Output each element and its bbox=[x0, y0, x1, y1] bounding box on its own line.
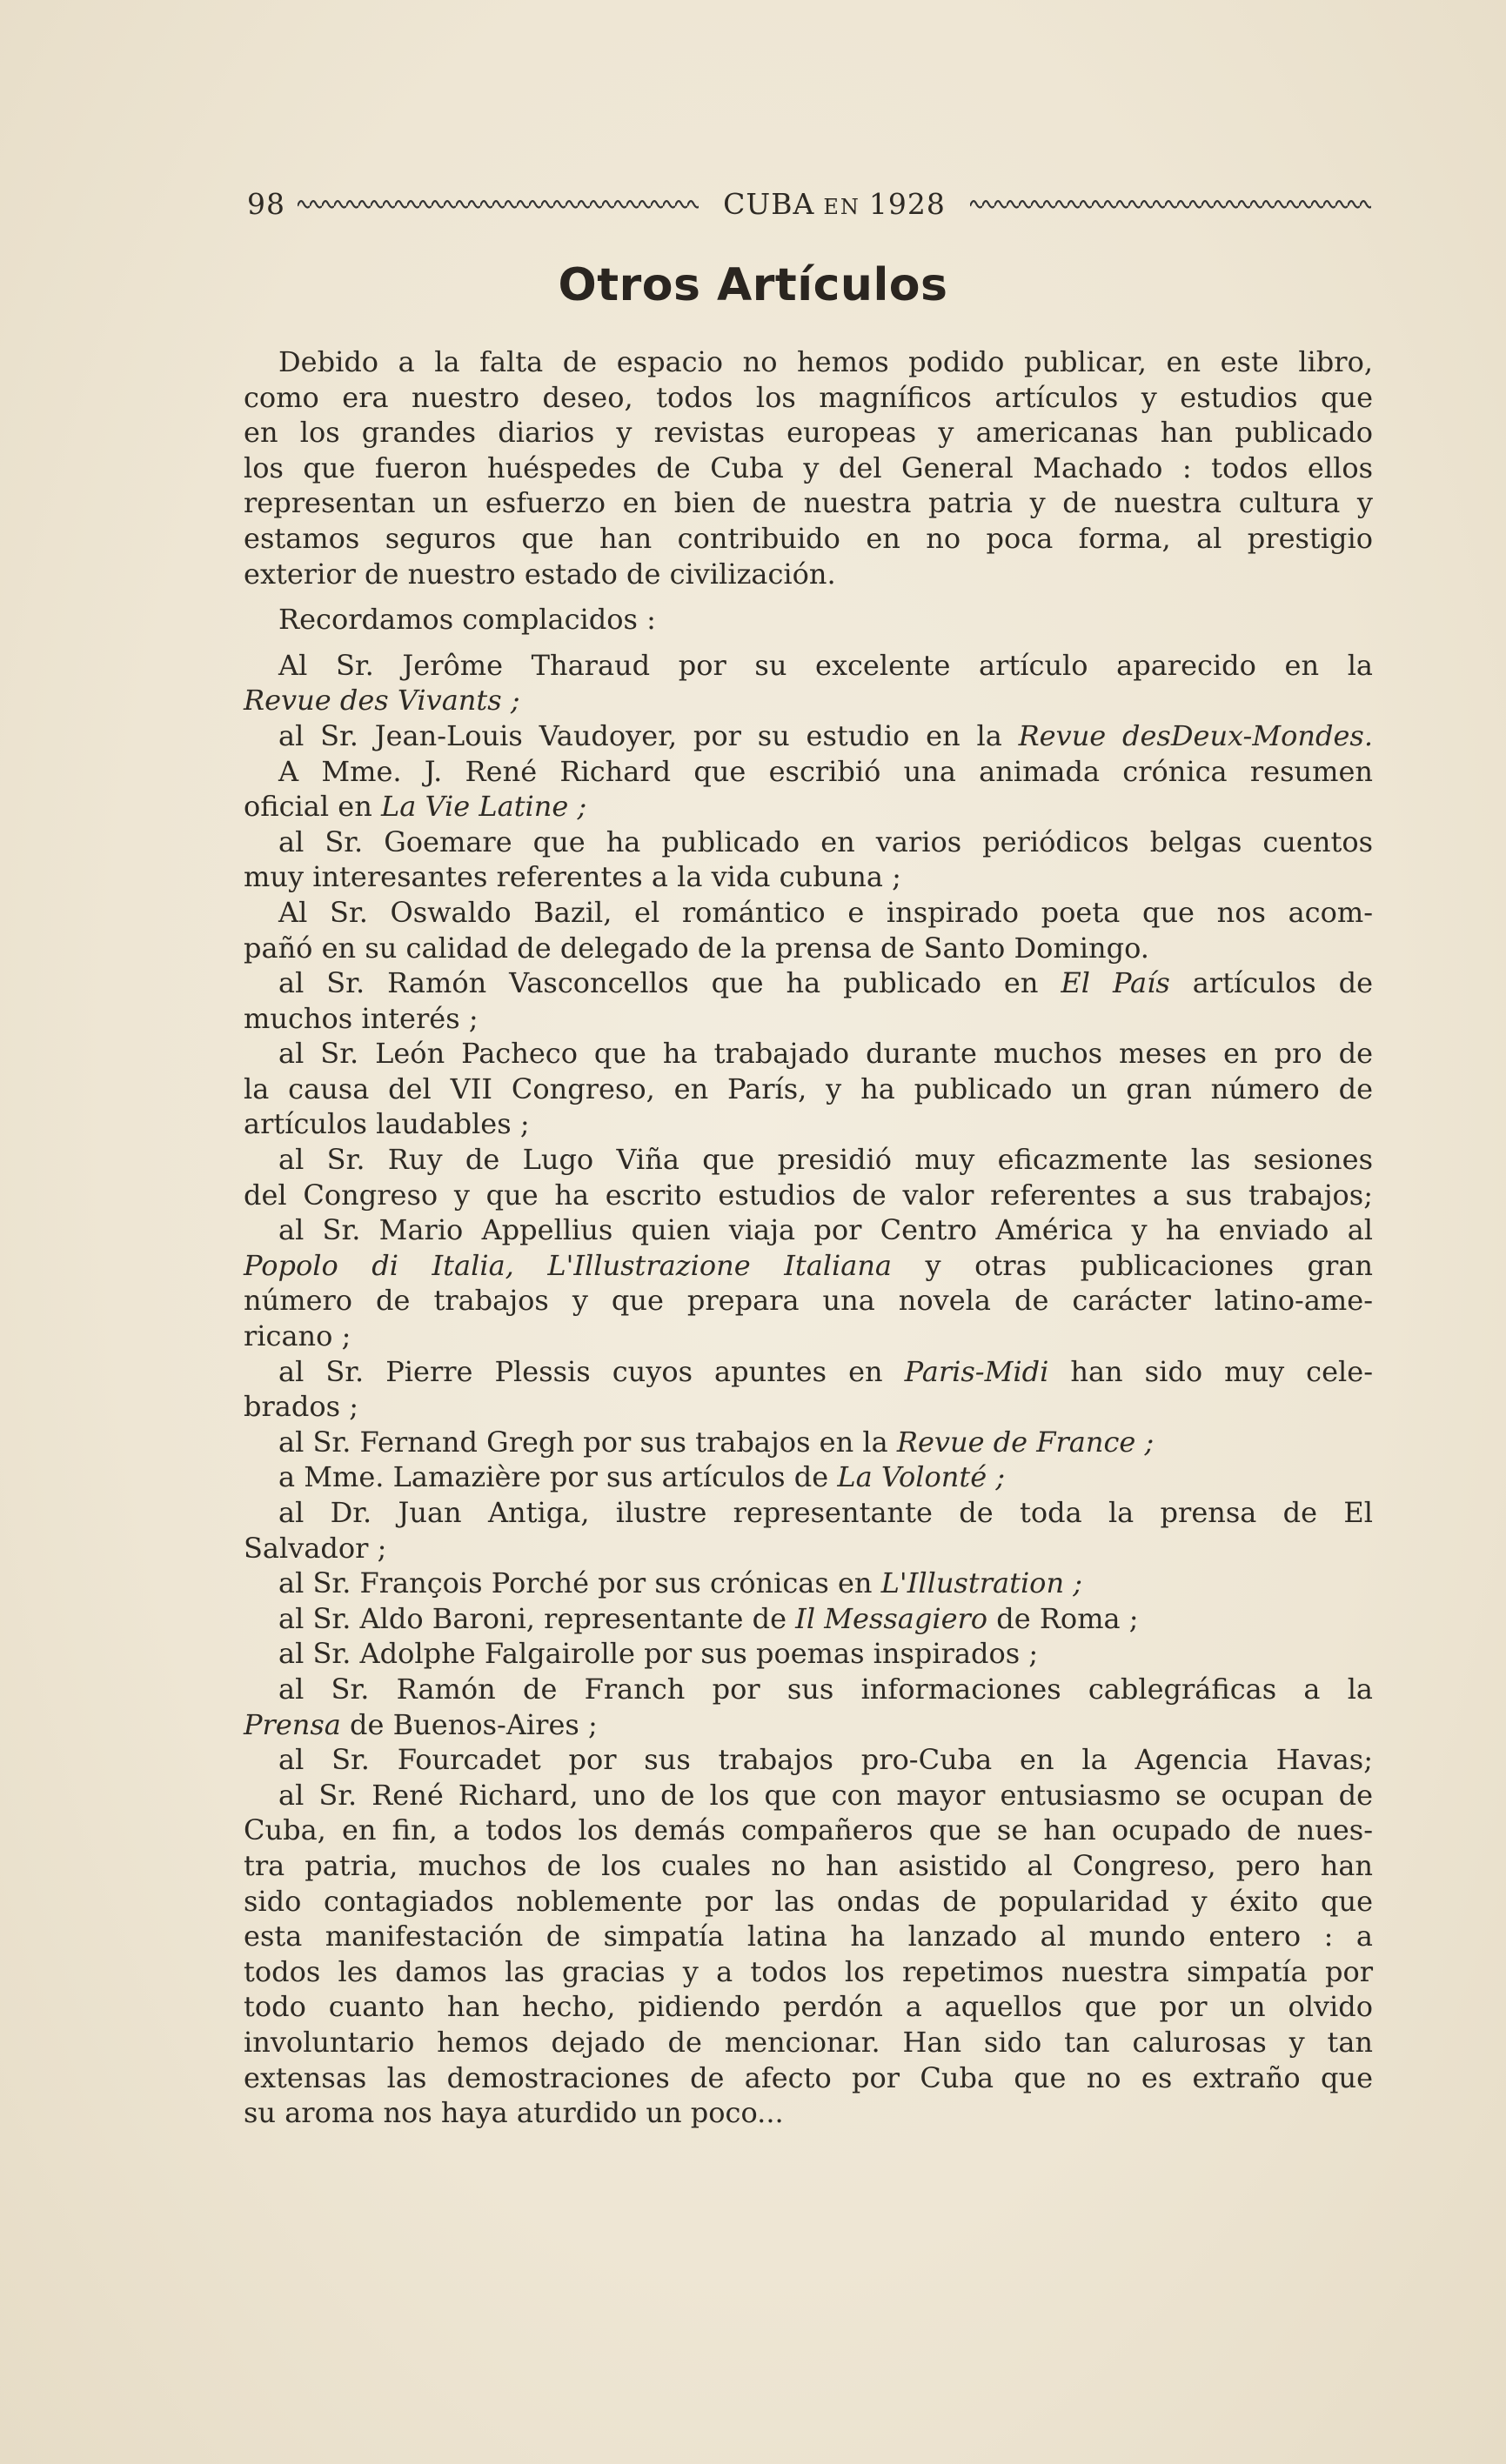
text-line: representan un esfuerzo en bien de nuestra patria y de nuestra cultura y bbox=[244, 486, 1373, 520]
italic-title: El País bbox=[1061, 966, 1170, 1000]
text-line: esta manifestación de simpatía latina ha lanzado al mundo entero : a bbox=[244, 1920, 1373, 1953]
running-title-main: CUBA bbox=[723, 186, 815, 221]
text-line: Al Sr. Oswaldo Bazil, el romántico e inspirado poeta que nos acom- bbox=[278, 895, 1373, 929]
running-title-small: EN bbox=[823, 194, 860, 219]
text-line: al Dr. Juan Antiga, ilustre representante de toda la prensa de El bbox=[278, 1496, 1373, 1529]
text-line: muy interesantes referentes a la vida cubuna ; bbox=[244, 860, 901, 894]
decorative-wave-rule-right bbox=[970, 195, 1371, 212]
text-line: al Sr. François Porché por sus crónicas en L'Illustration ; bbox=[278, 1566, 1082, 1600]
italic-title: La Volonté ; bbox=[837, 1460, 1006, 1494]
text-line: todos les damos las gracias y a todos los repetimos nuestra simpatía por bbox=[244, 1954, 1373, 1988]
text-line: como era nuestro deseo, todos los magníficos artículos y estudios que bbox=[244, 380, 1373, 414]
text-line: muchos interés ; bbox=[244, 1001, 479, 1035]
text-line: sido contagiados noblemente por las ondas de popularidad y éxito que bbox=[244, 1884, 1373, 1918]
text-line: al Sr. Goemare que ha publicado en varios periódicos belgas cuentos bbox=[278, 825, 1373, 858]
paragraph-gap bbox=[244, 638, 1373, 648]
text-line: al Sr. Ramón Vasconcellos que ha publicado en El País artículos de bbox=[278, 966, 1374, 1000]
text-line: al Sr. Mario Appellius quien viaja por Centro América y ha enviado al bbox=[278, 1213, 1373, 1247]
paragraph-gap bbox=[244, 591, 1373, 602]
text-line: extensas las demostraciones de afecto por Cuba que no es extraño que bbox=[244, 2060, 1373, 2094]
article-body bbox=[244, 344, 1373, 2131]
text-line: a Mme. Lamazière por sus artículos de La Volonté ; bbox=[278, 1460, 1006, 1494]
text-line: Salvador ; bbox=[244, 1531, 387, 1565]
text-line: la causa del VII Congreso, en París, y ha publicado un gran número de bbox=[244, 1072, 1373, 1105]
decorative-wave-rule-left bbox=[298, 195, 699, 212]
text-line: al Sr. Fernand Gregh por sus trabajos en la Revue de France ; bbox=[278, 1425, 1155, 1459]
text-line: al Sr. Fourcadet por sus trabajos pro-Cuba en la Agencia Havas; bbox=[278, 1743, 1373, 1777]
running-header bbox=[247, 184, 1371, 223]
italic-title: Popolo di Italia, L'Illustrazione Italiana bbox=[244, 1248, 892, 1282]
text-line: involuntario hemos dejado de mencionar. Han sido tan calurosas y tan bbox=[244, 2025, 1373, 2059]
text-line: su aroma nos haya aturdido un poco... bbox=[244, 2096, 784, 2130]
text-line: ricano ; bbox=[244, 1319, 351, 1353]
italic-title: Revue des Vivants ; bbox=[244, 684, 520, 718]
italic-title: La Vie Latine ; bbox=[380, 790, 587, 824]
text-line: Cuba, en fin, a todos los demás compañeros que se han ocupado de nues- bbox=[244, 1813, 1373, 1847]
text-line: exterior de nuestro estado de civilización. bbox=[244, 557, 836, 591]
text-line: Recordamos complacidos : bbox=[278, 603, 656, 637]
text-line: Debido a la falta de espacio no hemos podido publicar, en este libro, bbox=[278, 345, 1373, 378]
text-line: en los grandes diarios y revistas europeas y americanas han publicado bbox=[244, 416, 1373, 450]
text-line: oficial en La Vie Latine ; bbox=[244, 790, 587, 824]
text-line: brados ; bbox=[244, 1390, 358, 1424]
text-line: los que fueron huéspedes de Cuba y del General Machado : todos ellos bbox=[244, 451, 1373, 484]
italic-title: Il Messagiero bbox=[795, 1601, 988, 1635]
text-line: Prensa de Buenos-Aires ; bbox=[244, 1707, 598, 1741]
italic-title: Revue desDeux-Mondes. bbox=[1018, 718, 1374, 752]
text-line: pañó en su calidad de delegado de la prensa de Santo Domingo. bbox=[244, 931, 1149, 965]
text-line: al Sr. Aldo Baroni, representante de Il Messagiero de Roma ; bbox=[278, 1601, 1139, 1635]
running-title-year: 1928 bbox=[868, 186, 946, 221]
text-line: al Sr. Ruy de Lugo Viña que presidió muy eficazmente las sesiones bbox=[278, 1143, 1373, 1177]
text-line: estamos seguros que han contribuido en no poca forma, al prestigio bbox=[244, 521, 1373, 555]
text-line: tra patria, muchos de los cuales no han asistido al Congreso, pero han bbox=[244, 1848, 1373, 1882]
text-line: del Congreso y que ha escrito estudios de valor referentes a sus trabajos; bbox=[244, 1178, 1373, 1212]
italic-title: Revue de France ; bbox=[896, 1425, 1155, 1459]
text-line: Al Sr. Jerôme Tharaud por su excelente artículo aparecido en la bbox=[278, 648, 1373, 682]
text-line: todo cuanto han hecho, pidiendo perdón a aquellos que por un olvido bbox=[244, 1990, 1373, 2024]
italic-title: Prensa bbox=[244, 1707, 341, 1741]
text-line: artículos laudables ; bbox=[244, 1107, 530, 1141]
text-line bbox=[244, 683, 1373, 718]
italic-title: Paris-Midi bbox=[904, 1354, 1049, 1388]
text-line: al Sr. León Pacheco que ha trabajado durante muchos meses en pro de bbox=[278, 1037, 1373, 1071]
page-number: 98 bbox=[247, 186, 285, 221]
text-line: número de trabajos y que prepara una novela de carácter latino-ame- bbox=[244, 1284, 1373, 1318]
text-line: Popolo di Italia, L'Illustrazione Italiana y otras publicaciones gran bbox=[244, 1248, 1373, 1282]
text-line: al Sr. René Richard, uno de los que con mayor entusiasmo se ocupan de bbox=[278, 1778, 1373, 1812]
text-line: al Sr. Adolphe Falgairolle por sus poemas inspirados ; bbox=[278, 1637, 1039, 1671]
text-line: al Sr. Pierre Plessis cuyos apuntes en Paris-Midi han sido muy cele- bbox=[278, 1354, 1374, 1388]
running-title bbox=[723, 187, 946, 221]
text-line: A Mme. J. René Richard que escribió una animada crónica resumen bbox=[278, 754, 1373, 788]
text-line: al Sr. Jean-Louis Vaudoyer, por su estudio en la Revue desDeux-Mondes. bbox=[278, 718, 1374, 752]
italic-title: L'Illustration ; bbox=[880, 1566, 1082, 1600]
text-line: al Sr. Ramón de Franch por sus informaciones cablegráficas a la bbox=[278, 1672, 1373, 1706]
section-heading: Otros Artículos bbox=[558, 259, 948, 311]
